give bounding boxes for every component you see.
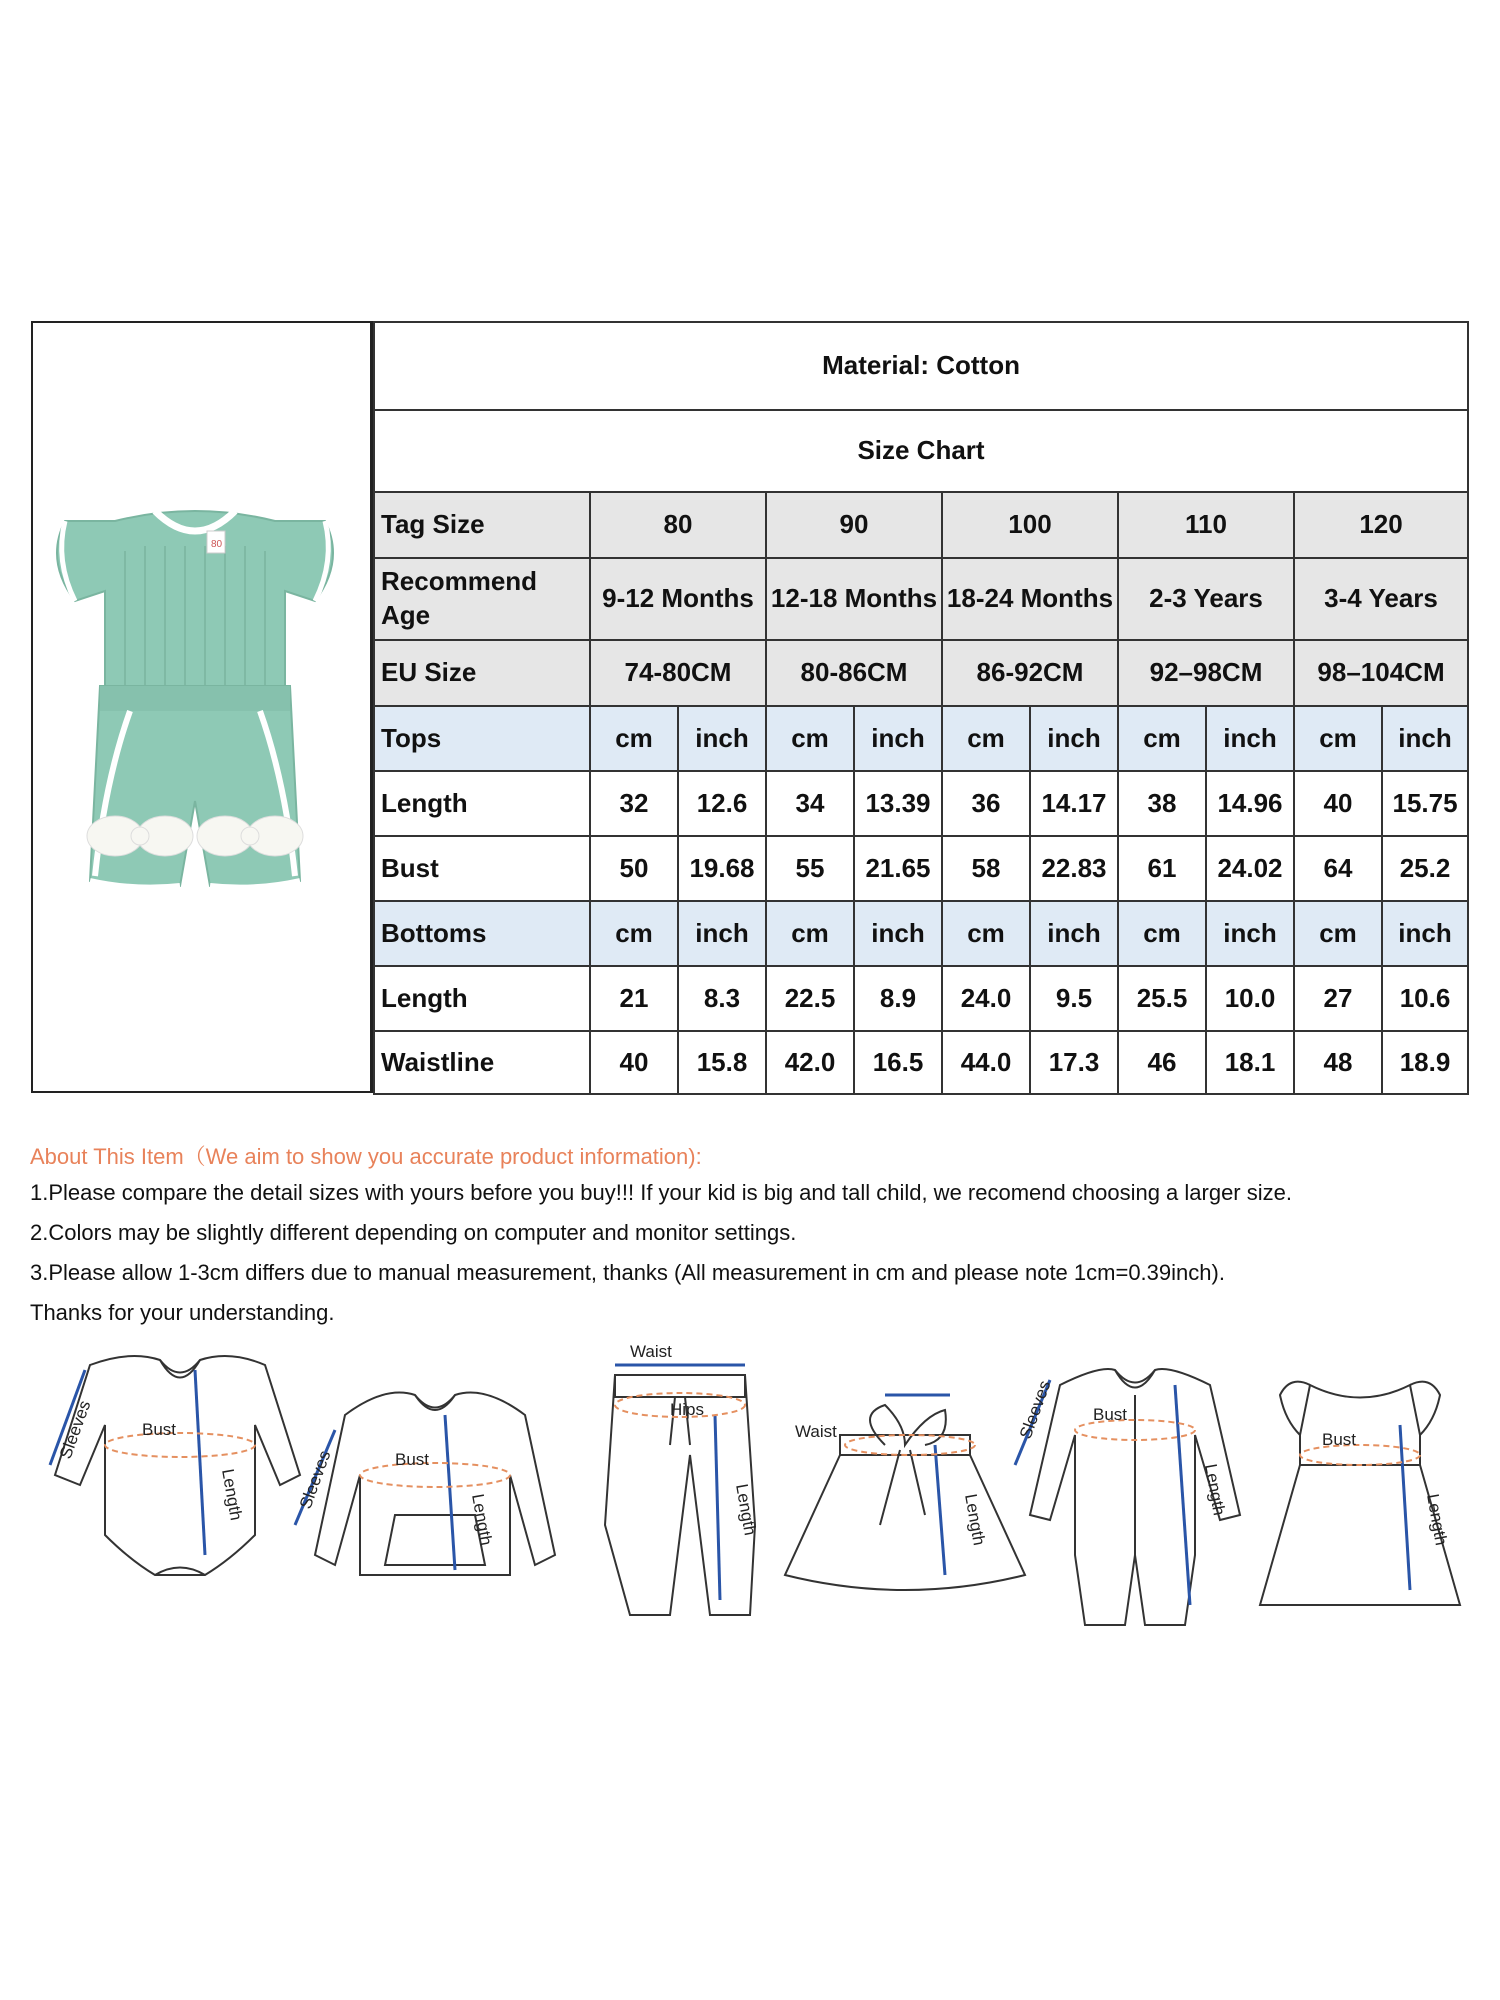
value-cell: 24.0 bbox=[942, 966, 1030, 1031]
value-cell: 44.0 bbox=[942, 1031, 1030, 1094]
bust-label: Bust bbox=[1322, 1430, 1357, 1449]
value-cell: 40 bbox=[590, 1031, 678, 1094]
value-cell: 48 bbox=[1294, 1031, 1382, 1094]
value-cell: 32 bbox=[590, 771, 678, 836]
sweatshirt-diagram bbox=[315, 1393, 555, 1576]
unit-cell: cm bbox=[942, 706, 1030, 771]
eu-size-cell: 74-80CM bbox=[590, 640, 766, 706]
eu-size-cell: 80-86CM bbox=[766, 640, 942, 706]
unit-cell: cm bbox=[590, 706, 678, 771]
dress-diagram bbox=[1260, 1382, 1460, 1605]
size-chart-table bbox=[373, 321, 1469, 1095]
value-cell: 19.68 bbox=[678, 836, 766, 901]
measurement-diagrams bbox=[30, 1335, 1470, 1635]
unit-cell: inch bbox=[1206, 706, 1294, 771]
tops-length-label: Length bbox=[374, 771, 590, 836]
length-label: Length bbox=[218, 1467, 246, 1522]
unit-cell: cm bbox=[1294, 706, 1382, 771]
unit-cell: cm bbox=[942, 901, 1030, 966]
value-cell: 8.3 bbox=[678, 966, 766, 1031]
unit-cell: cm bbox=[590, 901, 678, 966]
note-line: Thanks for your understanding. bbox=[30, 1300, 335, 1325]
size-chart-title: Size Chart bbox=[374, 410, 1468, 492]
value-cell: 15.75 bbox=[1382, 771, 1468, 836]
length-label: Length bbox=[1201, 1462, 1229, 1517]
eu-size-cell: 92–98CM bbox=[1118, 640, 1294, 706]
waist-label: Waist bbox=[630, 1342, 672, 1361]
eu-size-cell: 98–104CM bbox=[1294, 640, 1468, 706]
value-cell: 15.8 bbox=[678, 1031, 766, 1094]
value-cell: 14.96 bbox=[1206, 771, 1294, 836]
tag-size-cell: 110 bbox=[1118, 492, 1294, 558]
note-line: 2.Colors may be slightly different depending on computer and monitor settings. bbox=[30, 1220, 797, 1245]
material-title: Material: Cotton bbox=[374, 322, 1468, 410]
value-cell: 55 bbox=[766, 836, 854, 901]
age-cell: 12-18 Months bbox=[766, 558, 942, 640]
value-cell: 21.65 bbox=[854, 836, 942, 901]
unit-cell: inch bbox=[1206, 901, 1294, 966]
unit-cell: inch bbox=[678, 901, 766, 966]
age-label: Recommend Age bbox=[374, 558, 590, 640]
bottoms-length-label: Length bbox=[374, 966, 590, 1031]
age-cell: 9-12 Months bbox=[590, 558, 766, 640]
bust-label: Bust bbox=[395, 1450, 430, 1469]
unit-cell: inch bbox=[854, 901, 942, 966]
product-photo-cell bbox=[31, 321, 373, 1093]
value-cell: 18.9 bbox=[1382, 1031, 1468, 1094]
tag-size-cell: 100 bbox=[942, 492, 1118, 558]
unit-cell: inch bbox=[1382, 901, 1468, 966]
eu-size-label: EU Size bbox=[374, 640, 590, 706]
tag-size-label: Tag Size bbox=[374, 492, 590, 558]
unit-cell: inch bbox=[678, 706, 766, 771]
age-cell: 3-4 Years bbox=[1294, 558, 1468, 640]
unit-cell: inch bbox=[1382, 706, 1468, 771]
unit-cell: cm bbox=[1118, 706, 1206, 771]
sleeves-label: Sleeves bbox=[295, 1448, 335, 1512]
length-label: Length bbox=[732, 1482, 760, 1537]
unit-cell: cm bbox=[766, 706, 854, 771]
value-cell: 9.5 bbox=[1030, 966, 1118, 1031]
value-cell: 18.1 bbox=[1206, 1031, 1294, 1094]
value-cell: 24.02 bbox=[1206, 836, 1294, 901]
note-line: 3.Please allow 1-3cm differs due to manual measurement, thanks (All measurement in cm and please note 1cm=0.39inch). bbox=[30, 1260, 1225, 1285]
waist-label: Waist bbox=[795, 1422, 837, 1441]
value-cell: 38 bbox=[1118, 771, 1206, 836]
age-cell: 18-24 Months bbox=[942, 558, 1118, 640]
note-line: 1.Please compare the detail sizes with yours before you buy!!! If your kid is big and tall child, we recomend choosing a larger size. bbox=[30, 1180, 1292, 1205]
tops-label: Tops bbox=[374, 706, 590, 771]
value-cell: 13.39 bbox=[854, 771, 942, 836]
value-cell: 61 bbox=[1118, 836, 1206, 901]
value-cell: 17.3 bbox=[1030, 1031, 1118, 1094]
age-cell: 2-3 Years bbox=[1118, 558, 1294, 640]
value-cell: 40 bbox=[1294, 771, 1382, 836]
value-cell: 25.2 bbox=[1382, 836, 1468, 901]
unit-cell: cm bbox=[1294, 901, 1382, 966]
value-cell: 36 bbox=[942, 771, 1030, 836]
value-cell: 46 bbox=[1118, 1031, 1206, 1094]
tag-size-cell: 80 bbox=[590, 492, 766, 558]
value-cell: 12.6 bbox=[678, 771, 766, 836]
value-cell: 16.5 bbox=[854, 1031, 942, 1094]
unit-cell: inch bbox=[1030, 706, 1118, 771]
value-cell: 42.0 bbox=[766, 1031, 854, 1094]
sleeves-label: Sleeves bbox=[1015, 1378, 1055, 1442]
garment-tag-label: 80 bbox=[211, 539, 223, 550]
unit-cell: inch bbox=[1030, 901, 1118, 966]
hips-label: Hips bbox=[670, 1400, 705, 1419]
value-cell: 27 bbox=[1294, 966, 1382, 1031]
length-label: Length bbox=[468, 1492, 496, 1547]
unit-cell: cm bbox=[1118, 901, 1206, 966]
bust-label: Bust bbox=[142, 1420, 177, 1439]
bust-label: Bust bbox=[1093, 1405, 1128, 1424]
value-cell: 22.83 bbox=[1030, 836, 1118, 901]
value-cell: 25.5 bbox=[1118, 966, 1206, 1031]
bottoms-label: Bottoms bbox=[374, 901, 590, 966]
value-cell: 58 bbox=[942, 836, 1030, 901]
length-label: Length bbox=[1423, 1492, 1451, 1547]
unit-cell: inch bbox=[854, 706, 942, 771]
sleeves-label: Sleeves bbox=[55, 1398, 95, 1462]
value-cell: 34 bbox=[766, 771, 854, 836]
unit-cell: cm bbox=[766, 901, 854, 966]
value-cell: 10.0 bbox=[1206, 966, 1294, 1031]
value-cell: 10.6 bbox=[1382, 966, 1468, 1031]
product-photo bbox=[45, 481, 345, 911]
waistline-label: Waistline bbox=[374, 1031, 590, 1094]
bodysuit-diagram bbox=[55, 1356, 300, 1575]
value-cell: 14.17 bbox=[1030, 771, 1118, 836]
tag-size-cell: 90 bbox=[766, 492, 942, 558]
tag-size-cell: 120 bbox=[1294, 492, 1468, 558]
length-label: Length bbox=[961, 1492, 989, 1547]
value-cell: 8.9 bbox=[854, 966, 942, 1031]
bust-label: Bust bbox=[374, 836, 590, 901]
value-cell: 64 bbox=[1294, 836, 1382, 901]
about-heading: About This Item（We aim to show you accurate product information): bbox=[30, 1144, 702, 1169]
value-cell: 21 bbox=[590, 966, 678, 1031]
value-cell: 50 bbox=[590, 836, 678, 901]
value-cell: 22.5 bbox=[766, 966, 854, 1031]
eu-size-cell: 86-92CM bbox=[942, 640, 1118, 706]
